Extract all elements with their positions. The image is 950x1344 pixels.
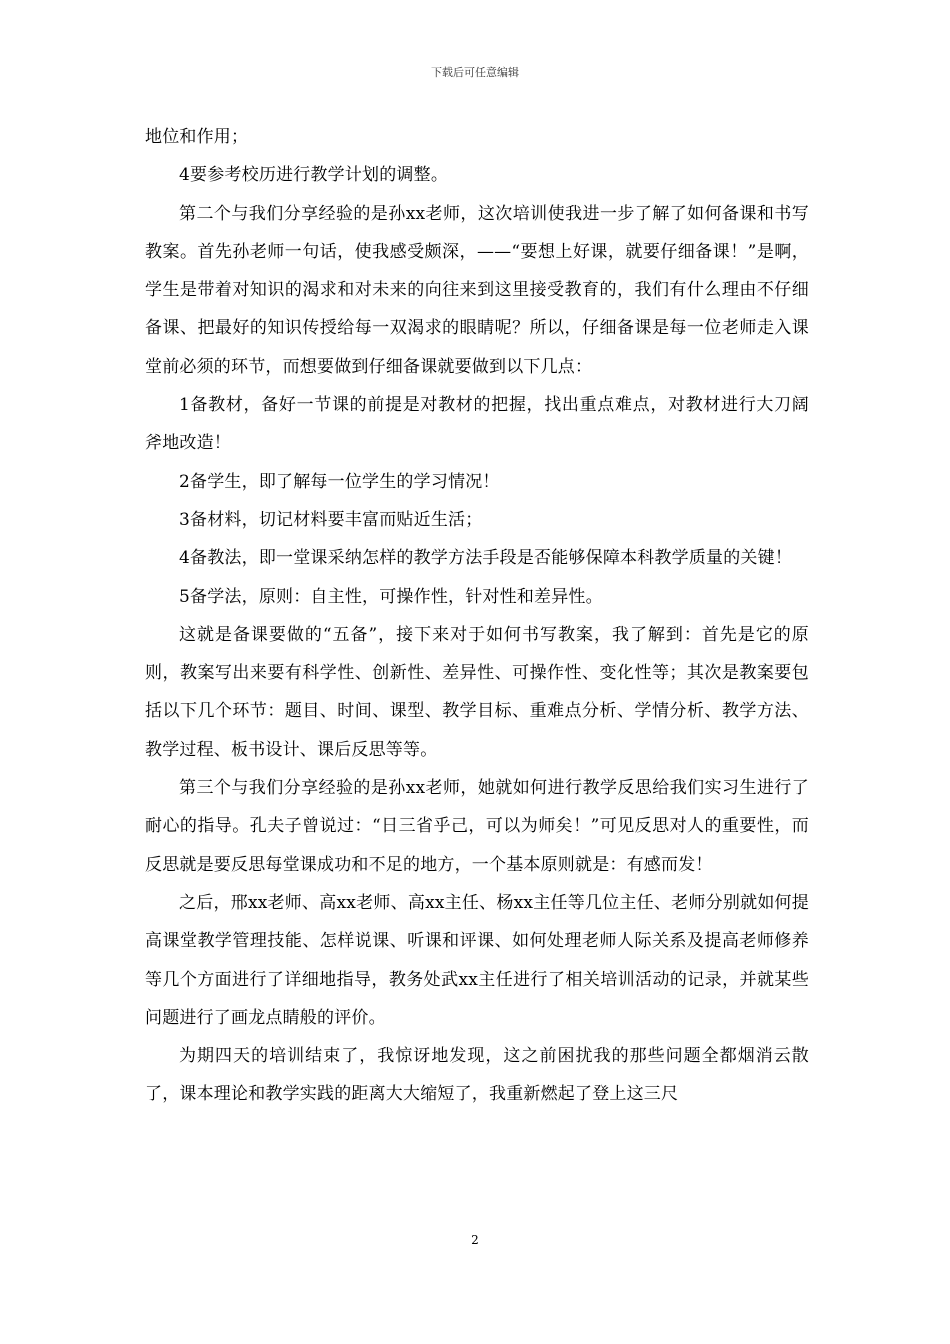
paragraph-10: 第三个与我们分享经验的是孙xx老师，她就如何进行教学反思给我们实习生进行了耐心的指导。孔夫子曾说过：“日三省乎己，可以为师矣！”可见反思对人的重要性，而反思就是要反思每堂课成功和不足的地方，一个基本原则就是：有感而发！ xyxy=(145,778,809,875)
paragraph-6: 3备材料，切记材料要丰富而贴近生活； xyxy=(179,509,483,530)
page-header: 下载后可任意编辑 xyxy=(431,66,519,79)
paragraph-4: 1备教材，备好一节课的前提是对教材的把握，找出重点难点，对教材进行大刀阔斧地改造！ xyxy=(145,395,809,454)
paragraph-7: 4备教法，即一堂课采纳怎样的教学方法手段是否能够保障本科教学质量的关键！ xyxy=(179,548,793,569)
paragraph-2: 4要参考校历进行教学计划的调整。 xyxy=(179,165,449,186)
paragraph-3: 第二个与我们分享经验的是孙xx老师，这次培训使我进一步了解了如何备课和书写教案。首先孙老师一句话，使我感受颇深，——“要想上好课，就要仔细备课！”是啊，学生是带着对知识的渴求和对未来的向往来到这里接受教育的，我们有什么理由不仔细备课、把最好的知识传授给每一双渴求的眼睛呢？所以，仔细备课是每一位老师走入课堂前必须的环节，而想要做到仔细备课就要做到以下几点： xyxy=(145,203,809,377)
paragraph-1: 地位和作用； xyxy=(145,127,249,147)
document-body xyxy=(145,118,809,1114)
paragraph-11: 之后，邢xx老师、高xx老师、高xx主任、杨xx主任等几位主任、老师分别就如何提高课堂教学管理技能、怎样说课、听课和评课、如何处理老师人际关系及提高老师修养等几个方面进行了详细地指导，教务处武xx主任进行了相关培训活动的记录，并就某些问题进行了画龙点睛般的评价。 xyxy=(145,892,809,1028)
paragraph-9: 这就是备课要做的“五备”，接下来对于如何书写教案，我了解到：首先是它的原则，教案写出来要有科学性、创新性、差异性、可操作性、变化性等；其次是教案要包括以下几个环节：题目、时间、课型、教学目标、重难点分析、学情分析、教学方法、教学过程、板书设计、课后反思等等。 xyxy=(145,624,809,760)
paragraph-5: 2备学生，即了解每一位学生的学习情况！ xyxy=(179,471,500,492)
paragraph-8: 5备学法，原则：自主性，可操作性，针对性和差异性。 xyxy=(179,586,603,607)
page-number: 2 xyxy=(471,1233,479,1247)
paragraph-12: 为期四天的培训结束了，我惊讶地发现，这之前困扰我的那些问题全都烟消云散了，课本理论和教学实践的距离大大缩短了，我重新燃起了登上这三尺 xyxy=(145,1046,809,1105)
